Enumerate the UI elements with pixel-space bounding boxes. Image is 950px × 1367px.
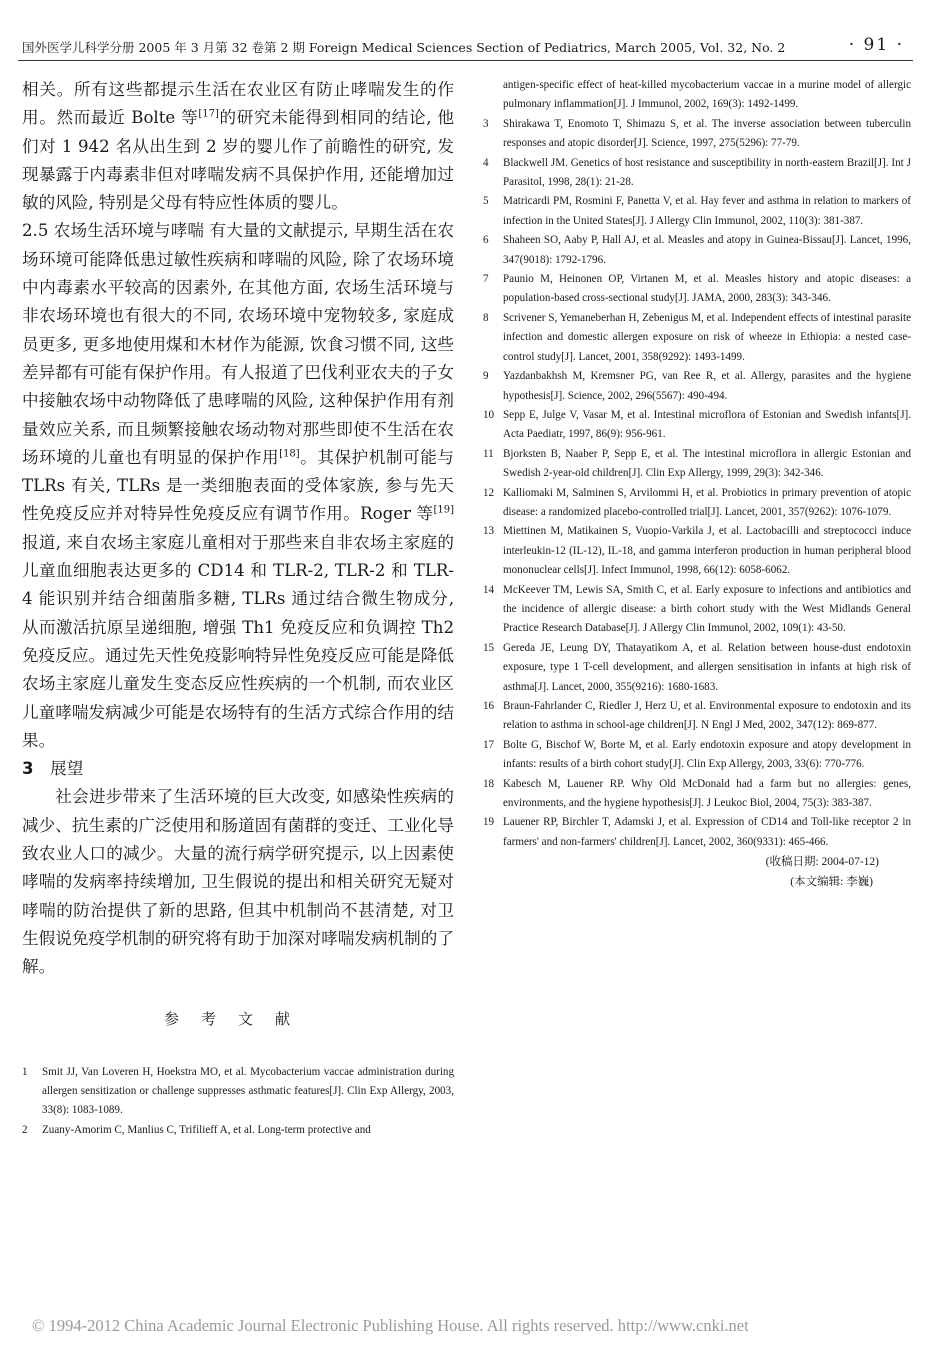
reference-item: 4 Blackwell JM. Genetics of host resistance and susceptibility in north-eastern Brazil[J]. Int J Parasitol, 1998, 28(1): 21-28. bbox=[483, 156, 911, 189]
citation-17[interactable]: [17] bbox=[198, 108, 219, 120]
header-rule bbox=[18, 60, 913, 61]
reference-item: 8 Scrivener S, Yemaneberhan H, Zebenigus M, et al. Independent effects of intestinal parasite infection and domestic allergen exposure on risk of wheeze in Ethiopia: a nested case-control study[J]. Lancet, 2001, 358(9292): 1493-1499. bbox=[483, 311, 911, 363]
paragraph-1: 相关。所有这些都提示生活在农业区有防止哮喘发生的作用。然而最近 Bolte 等[17]的研究未能得到相同的结论, 他们对 1 942 名从出生到 2 岁的婴儿作了前瞻性的研究, 发现暴露于内毒素非但对哮喘发病不具保护作用, 还能增加过敏的风险, 特别是父母有特应性体质的婴儿。 bbox=[22, 80, 454, 213]
reference-item: 6 Shaheen SO, Aaby P, Hall AJ, et al. Measles and atopy in Guinea-Bissau[J]. Lancet, 1996, 347(9018): 1792-1796. bbox=[483, 234, 911, 266]
page-number: · 91 · bbox=[848, 35, 904, 55]
journal-header: 国外医学儿科学分册 2005 年 3 月第 32 卷第 2 期 Foreign Medical Sciences Section of Pediatrics, March 2005, Vol. 32, No. 2 bbox=[22, 40, 786, 55]
paragraph-3: 社会进步带来了生活环境的巨大改变, 如感染性疾病的减少、抗生素的广泛使用和肠道固有菌群的变迁、工业化导致农业人口的减少。大量的流行病学研究提示, 以上因素使哮喘的发病率持续增加, 卫生假说的提出和相关研究无疑对哮喘的防治提供了新的思路, 但其中机制尚不甚清楚, 对卫生假说免疫学机制的研究将有助于加深对哮喘发病机制的了解。 bbox=[22, 787, 454, 977]
reference-item: 14 McKeever TM, Lewis SA, Smith C, et al. Early exposure to infections and antibiotics and the incidence of allergic disease: a birth cohort study with the West Midlands General Practice Research Database[J]. J Allergy Clin Immunol, 2002, 109(1): 43-50. bbox=[483, 583, 911, 635]
reference-item: 7 Paunio M, Heinonen OP, Virtanen M, et al. Measles history and atopic diseases: a population-based cross-sectional study[J]. JAMA, 2000, 283(3): 343-346. bbox=[483, 273, 911, 305]
reference-item: 12 Kalliomaki M, Salminen S, Arvilommi H, et al. Probiotics in primary prevention of atopic disease: a randomized placebo-controlled trial[J]. Lancet, 2001, 357(9262): 1076-1079. bbox=[483, 486, 911, 518]
paragraph-2: 2.5 农场生活环境与哮喘 有大量的文献提示, 早期生活在农场环境可能降低患过敏性疾病和哮喘的风险, 除了农场环境中内毒素水平较高的因素外, 在其他方面, 农场生活环境与非农场环境也有很大的不同, 农场环境中宠物较多, 家庭成员更多, 更多地使用煤和木材作为能源, 饮食习惯不同, 这些差异都有可能有保护作用。有人报道了巴伐利亚农夫的子女中接触农场中动物降低了患哮喘的风险, 这种保护作用有剂量效应关系, 而且频繁接触农场动物对那些即使不生活在农场环境的儿童也有明显的保护作用[18]。其保护机制可能与 TLRs 有关, TLRs 是一类细胞表面的受体家族, 参与先天性免疫反应并对特异性免疫反应有调节作用。Roger 等[19]报道, 来自农场主家庭儿童相对于那些来自非农场主家庭的儿童血细胞表达更多的 CD14 和 TLR-2, TLR-2 和 TLR-4 能识别并结合细菌脂多糖, TLRs 通过结合微生物成分, 从而激活抗原呈递细胞, 增强 Th1 免疫反应和负调控 Th2 免疫反应。通过先天性免疫影响特异性免疫反应可能是降低农场主家庭儿童发生变态反应性疾病的一个机制, 而农业区儿童哮喘发病减少可能是农场特有的生活方式综合作用的结果。 bbox=[22, 221, 455, 750]
reference-item: 5 Matricardi PM, Rosmini F, Panetta V, et al. Hay fever and asthma in relation to markers of infection in the United States[J]. J Allergy Clin Immunol, 2002, 110(3): 381-387. bbox=[483, 195, 911, 227]
reference-item: 19 Lauener RP, Birchler T, Adamski J, et al. Expression of CD14 and Toll-like receptor 2 in farmers' and non-farmers' children[J]. Lancet, 2002, 360(9331): 465-466. bbox=[483, 816, 911, 848]
running-header bbox=[22, 35, 912, 58]
reference-item: 2 Zuany-Amorim C, Manlius C, Trifilieff A, et al. Long-term protective and bbox=[22, 1123, 371, 1136]
reference-continuation: antigen-specific effect of heat-killed mycobacterium vaccae in a murine model of allergic pulmonary inflammation[J]. J Immunol, 2002, 169(3): 1492-1499. bbox=[503, 79, 911, 111]
reference-item: 17 Bolte G, Bischof W, Borte M, et al. Early endotoxin exposure and atopy development in infants: results of a birth cohort study[J]. Clin Exp Allergy, 2003, 33(6): 770-776. bbox=[483, 738, 911, 771]
reference-item: 1 Smit JJ, Van Loveren H, Hoekstra MO, et al. Mycobacterium vaccae administration during allergen sensitization or challenge suppresses asthmatic features[J]. Clin Exp Allergy, 2003, 33(8): 1083-1089. bbox=[22, 1065, 454, 1117]
editor-note: (本文编辑: 李巍) bbox=[790, 876, 873, 889]
received-date: (收稿日期: 2004-07-12) bbox=[765, 856, 879, 869]
reference-item: 10 Sepp E, Julge V, Vasar M, et al. Intestinal microflora of Estonian and Swedish infants[J]. Acta Paediatr, 1997, 86(9): 956-961. bbox=[483, 408, 911, 441]
reference-item: 9 Yazdanbakhsh M, Kremsner PG, van Ree R, et al. Allergy, parasites and the hygiene hypothesis[J]. Science, 2002, 296(5567): 490-494. bbox=[483, 370, 911, 402]
reference-item: 15 Gereda JE, Leung DY, Thatayatikom A, et al. Relation between house-dust endotoxin exposure, type 1 T-cell development, and allergen sensitisation in infants at high risk of asthma[J]. Lancet, 2000, 355(9216): 1680-1683. bbox=[483, 641, 911, 693]
reference-item: 18 Kabesch M, Lauener RP. Why Old McDonald had a farm but no allergies: genes, environments, and the hygiene hypothesis[J]. J Leukoc Biol, 2004, 75(3): 383-387. bbox=[483, 777, 911, 810]
copyright-footer: © 1994-2012 China Academic Journal Electronic Publishing House. All rights reserved. http://www.cnki.net bbox=[32, 1316, 749, 1335]
citation-19[interactable]: [19] bbox=[433, 504, 454, 516]
reference-item: 13 Miettinen M, Matikainen S, Vuopio-Varkila J, et al. Lactobacilli and streptococci induce interleukin-12 (IL-12), IL-18, and gamma interferon production in human peripheral blood mononuclear cells[J]. Infect Immunol, 1998, 66(12): 6058-6062. bbox=[483, 525, 911, 577]
right-column bbox=[483, 76, 911, 892]
reference-item: 16 Braun-Fahrlander C, Riedler J, Herz U, et al. Environmental exposure to endotoxin and its relation to asthma in school-age children[J]. N Engl J Med, 2002, 347(12): 869-877. bbox=[483, 700, 911, 732]
section-3-heading: 3 展望 bbox=[22, 759, 84, 779]
reference-item: 11 Bjorksten B, Naaber P, Sepp E, et al. The intestinal microflora in allergic Estonian and Swedish 2-year-old children[J]. Clin Exp Allergy, 1999, 29(3): 342-346. bbox=[483, 447, 911, 480]
citation-18[interactable]: [18] bbox=[279, 448, 300, 460]
reference-item: 3 Shirakawa T, Enomoto T, Shimazu S, et al. The inverse association between tuberculin responses and atopic disorder[J]. Science, 1997, 275(5296): 77-79. bbox=[483, 117, 911, 150]
left-column bbox=[22, 76, 454, 1140]
references-title: 参考文献 bbox=[163, 1009, 312, 1028]
